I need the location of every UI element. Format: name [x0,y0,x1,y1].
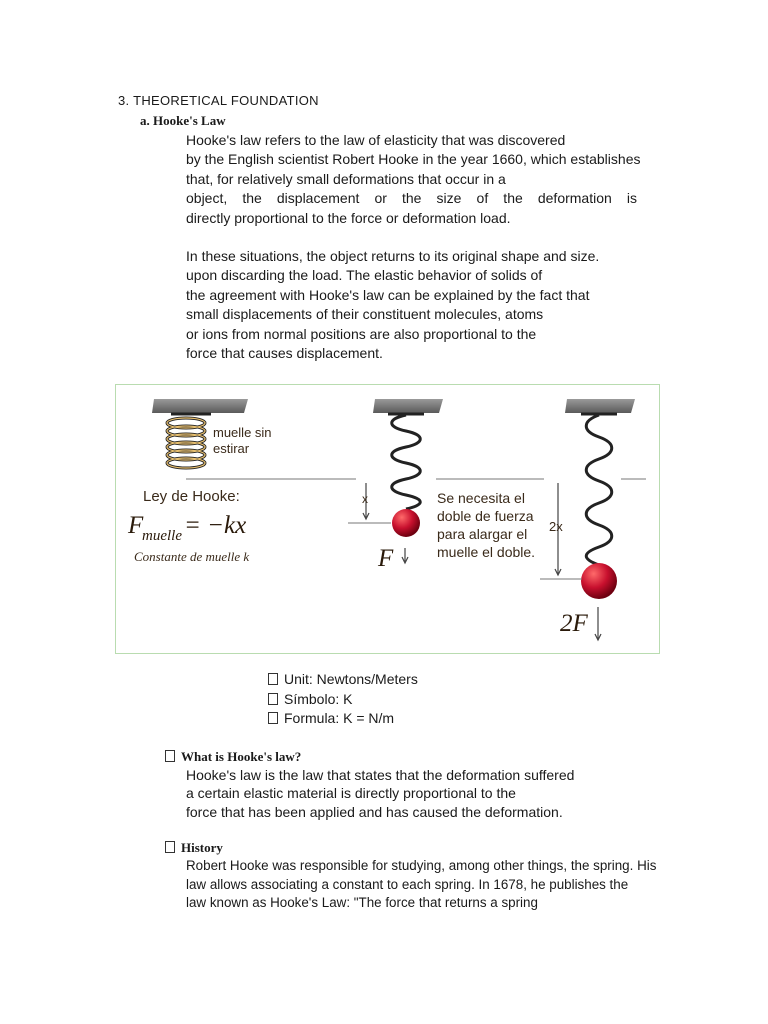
text-line: the agreement with Hooke's law can be explained by the fact that [186,286,590,303]
spring-unstretched [152,399,272,468]
label-2x: 2x [549,519,563,534]
bullet-icon [268,693,278,705]
text-line: In these situations, the object returns to its original shape and size. [186,248,600,264]
mass-ball [392,509,420,537]
text-line: or ions from normal positions are also proportional to the [186,325,537,342]
what-paragraph [186,766,664,821]
text-line: by the English scientist Robert Hooke in the year 1660, which establishes [186,151,641,168]
intro-paragraph [186,131,664,228]
note-line-3: para alargar el [437,526,528,542]
formula [127,512,246,544]
list-item-text: Formula: K = N/m [284,710,395,726]
text-line: that, for relatively small deformations that occur in a [186,170,506,187]
spring-stretched-x [348,399,443,572]
list-item-text: Unit: Newtons/Meters [284,671,418,687]
text-line: small displacements of their constituent molecules, atoms [186,306,544,323]
text-line: directly proportional to the force or deformation load. [186,209,511,226]
text-line: Hooke's law is the law that states that the deformation suffered [186,767,575,783]
text-line: Robert Hooke was responsible for studying, among other things, the spring. His [186,858,657,873]
text-line: force that causes displacement. [186,345,383,362]
text-line: a certain elastic material is directly proportional to the [186,785,516,802]
second-paragraph [186,247,664,363]
list-item [268,709,418,729]
bullet-icon [268,712,278,724]
force-f: F [378,545,394,572]
note-line-2: doble de fuerza [437,508,534,524]
text-line: law known as Hooke's Law: "The force that returns a spring [186,895,538,910]
text-line: force that has been applied and has caused the deformation. [186,803,563,820]
unit-list [268,670,418,729]
bullet-icon [165,841,175,853]
note-line-1: Se necesita el [437,490,525,506]
label-unstretched-1: muelle sin [213,425,272,440]
text-line: upon discarding the load. The elastic behavior of solids of [186,267,543,284]
formula-subscript: muelle [142,528,182,544]
what-heading-text: What is Hooke's law? [181,749,302,764]
list-item [268,690,418,710]
label-x: x [362,492,368,506]
formula-f: F [128,512,144,539]
label-unstretched-2: estirar [213,441,250,456]
formula-rhs: = −kx [184,512,247,539]
text-line: Hooke's law refers to the law of elasticity that was discovered [186,132,566,148]
history-heading [165,840,223,856]
subsection-title: a. Hooke's Law [140,113,226,128]
text-line: law allows associating a constant to each spring. In 1678, he publishes the [186,876,629,892]
spring-stretched-2x [540,399,635,640]
force-2f: 2F [560,610,588,637]
law-title: Ley de Hooke: [143,488,240,505]
history-heading-text: History [181,840,223,855]
bullet-icon [165,750,175,762]
spring-diagram [116,385,659,653]
section-title: 3. THEORETICAL FOUNDATION [118,93,319,108]
list-item-text: Símbolo: K [284,690,353,707]
what-heading [165,749,301,765]
note-line-4: muelle el doble. [437,544,536,560]
list-item [268,670,418,690]
mass-ball-large [581,563,617,599]
hookes-law-figure [115,384,660,654]
history-paragraph [186,857,656,913]
text-line: object, the displacement or the size of the deformation is [186,190,637,207]
constant-label: Constante de muelle k [134,549,250,564]
bullet-icon [268,673,278,685]
